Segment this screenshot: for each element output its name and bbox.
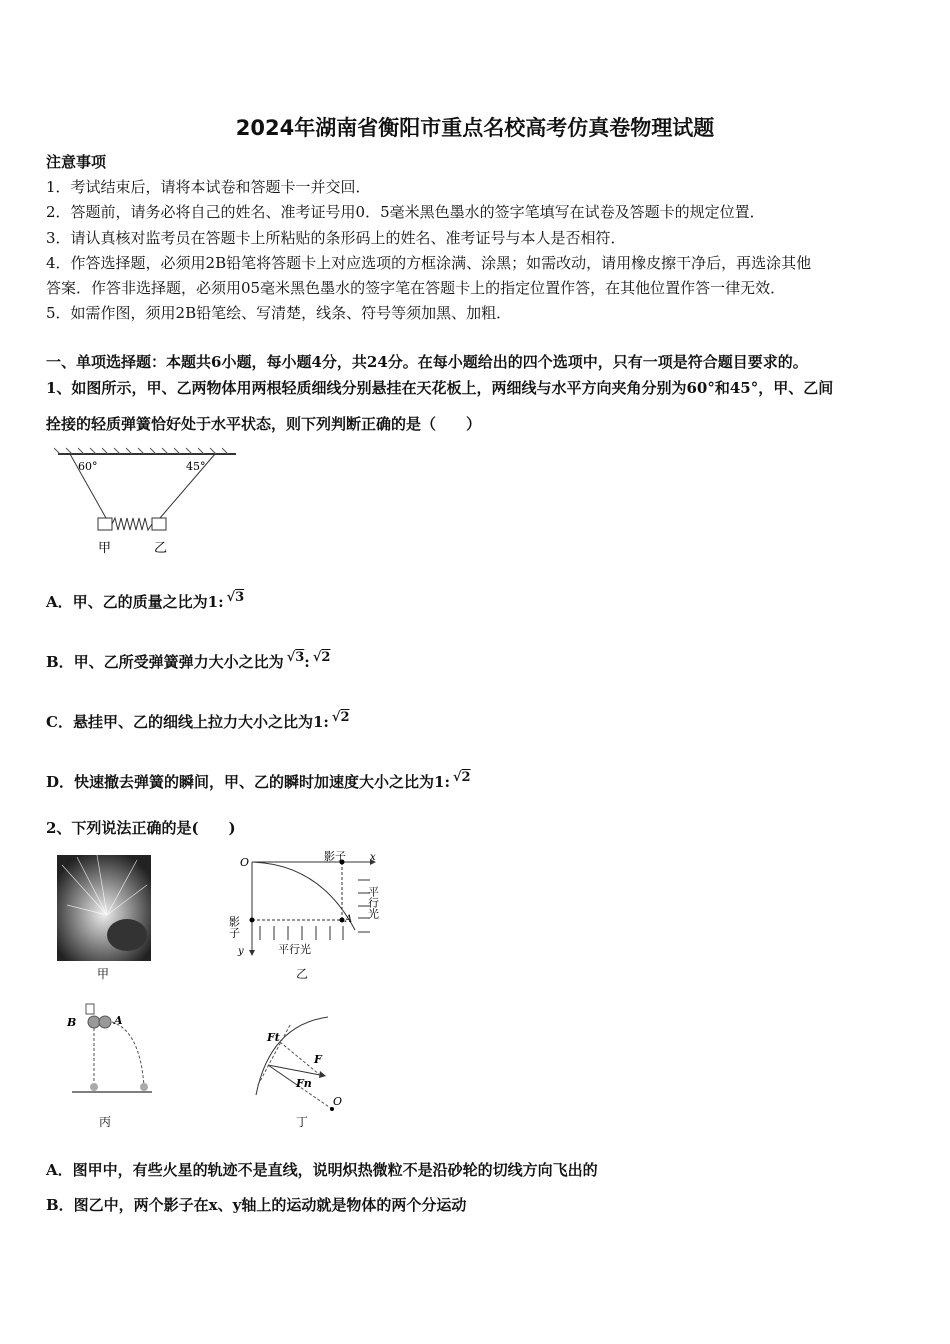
center-o-label: O (333, 1095, 343, 1108)
q1-option-a[interactable] (46, 590, 244, 612)
shadow-x-label: 影子 (324, 850, 346, 863)
note-line: 3．请认真核对监考员在答题卡上所粘贴的条形码上的姓名、准考证号与本人是否相符． (46, 229, 626, 247)
ft-label: Ft (267, 1031, 280, 1044)
q1-option-d[interactable] (46, 770, 471, 792)
note-line: 1．考试结束后，请将本试卷和答题卡一并交回． (46, 178, 371, 196)
option-text: D．快速撤去弹簧的瞬间，甲、乙的瞬时加速度大小之比为1: (46, 773, 450, 791)
force-decomposition-figure (240, 1015, 350, 1110)
q2-option-b[interactable]: B．图乙中，两个影子在x、y轴上的运动就是物体的两个分运动 (46, 1196, 467, 1214)
grinding-sparks-photo (57, 855, 151, 961)
f-label: F (314, 1053, 322, 1066)
fig-bing-label: 丙 (99, 1115, 112, 1129)
shadow-projectile-figure (227, 850, 390, 965)
option-text: B．甲、乙所受弹簧弹力大小之比为 (46, 653, 284, 671)
note-line: 5．如需作图，须用2B铅笔绘、写清楚，线条、符号等须加黑、加粗． (46, 304, 512, 322)
body-yi-label: 乙 (154, 541, 168, 556)
sqrt-3: √3 (226, 590, 245, 605)
origin-label: O (240, 856, 250, 869)
two-balls-figure (60, 996, 160, 1096)
q1-figure (50, 448, 250, 558)
q1-option-c[interactable] (46, 710, 350, 732)
ball-b-label: B (67, 1016, 77, 1029)
sqrt-2: √2 (312, 650, 331, 665)
y-axis-label: y (238, 946, 244, 957)
angle-60-label: 60° (78, 460, 98, 473)
x-axis-label: x (370, 852, 376, 863)
light-v-label: 平行光 (366, 886, 380, 919)
fn-label: Fn (296, 1077, 312, 1090)
page-title: 2024年湖南省衡阳市重点名校高考仿真卷物理试题 (235, 116, 715, 140)
sqrt-2: √2 (453, 770, 471, 785)
q2-option-a[interactable]: A．图甲中，有些火星的轨迹不是直线，说明炽热微粒不是沿砂轮的切线方向飞出的 (46, 1161, 598, 1179)
note-line: 答案．作答非选择题，必须用05毫米黑色墨水的签字笔在答题卡上的指定位置作答，在其他位置作答一律无效． (46, 279, 786, 297)
note-line: 4．作答选择题，必须用2B铅笔将答题卡上对应选项的方框涂满、涂黑；如需改动，请用橡皮擦干净后，再选涂其他 (46, 254, 812, 272)
option-text: C．悬挂甲、乙的细线上拉力大小之比为1: (46, 713, 329, 731)
sqrt-3: √3 (286, 650, 305, 665)
q1-option-b[interactable]: B．甲、乙所受弹簧弹力大小之比为 √3: √2 (46, 650, 331, 671)
fig-jia-label: 甲 (97, 967, 110, 981)
q1-stem-cont: 拴接的轻质弹簧恰好处于水平状态，则下列判断正确的是（ ） (46, 415, 482, 433)
section-heading: 一、单项选择题：本题共6小题，每小题4分，共24分。在每小题给出的四个选项中，只有一项是符合题目要求的。 (46, 353, 808, 371)
sqrt-2: √2 (331, 710, 350, 725)
q2-stem: 2、下列说法正确的是( ) (46, 819, 236, 837)
option-text: A．甲、乙的质量之比为1: (46, 593, 224, 611)
light-h-label: 平行光 (278, 943, 311, 956)
shadow-y-label: 影子 (227, 916, 241, 938)
q1-stem: 1、如图所示，甲、乙两物体用两根轻质细线分别悬挂在天花板上，两细线与水平方向夹角分别为60°和45°，甲、乙间 (46, 379, 834, 397)
fig-yi-label: 乙 (296, 967, 309, 981)
ball-a-label: A (114, 1014, 123, 1027)
angle-45-label: 45° (186, 460, 206, 473)
fig-ding-label: 丁 (296, 1115, 309, 1129)
body-jia-label: 甲 (98, 541, 112, 556)
note-line: 2．答题前，请务必将自己的姓名、准考证号用0．5毫米黑色墨水的签字笔填写在试卷及答题卡的规定位置． (46, 203, 765, 221)
point-a-label: A (345, 914, 353, 925)
notes-heading: 注意事项 (46, 153, 107, 171)
